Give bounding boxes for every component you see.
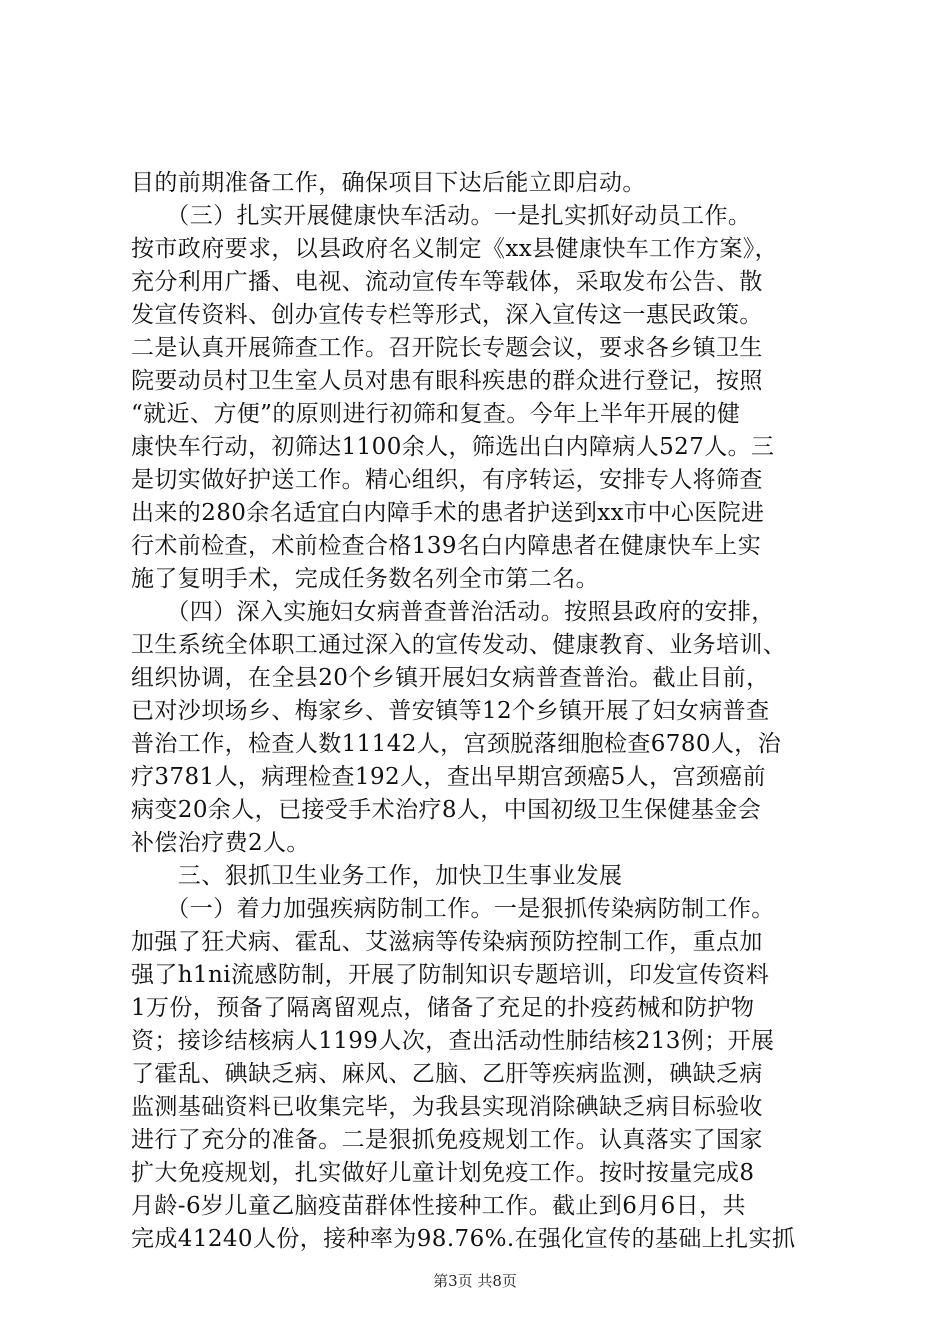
text-line: 目的前期准备工作，确保项目下达后能立即启动。 xyxy=(131,170,646,196)
text-line: 卫生系统全体职工通过深入的宣传发动、健康教育、业务培训、 xyxy=(131,632,787,658)
section-heading: 三、狠抓卫生业务工作，加快卫生事业发展 xyxy=(131,863,623,889)
page-number: 第3页 共8页 xyxy=(433,1272,517,1290)
text-line: 二是认真开展筛查工作。召开院长专题会议，要求各乡镇卫生 xyxy=(131,335,763,361)
text-line: 已对沙坝场乡、梅家乡、普安镇等12个乡镇开展了妇女病普查 xyxy=(131,698,770,724)
text-line: 疗3781人，病理检查192人，查出早期宫颈癌5人，宫颈癌前 xyxy=(131,764,767,790)
text-line: 普治工作，检查人数11142人，宫颈脱落细胞检查6780人，治 xyxy=(131,731,782,757)
text-line: 康快车行动，初筛达1100余人，筛选出白内障病人527人。三 xyxy=(131,434,775,460)
text-line: 病变20余人，已接受手术治疗8人，中国初级卫生保健基金会 xyxy=(131,797,762,823)
text-line: 是切实做好护送工作。精心组织，有序转运，安排专人将筛查 xyxy=(131,467,763,493)
text-line: 扩大免疫规划，扎实做好儿童计划免疫工作。按时按量完成8 xyxy=(131,1160,755,1186)
text-line: “就近、方便”的原则进行初筛和复查。今年上半年开展的健 xyxy=(131,401,741,427)
text-line: 按市政府要求，以县政府名义制定《xx县健康快车工作方案》， xyxy=(131,236,779,262)
text-line: 发宣传资料、创办宣传专栏等形式，深入宣传这一惠民政策。 xyxy=(131,302,763,328)
document-body xyxy=(131,167,831,1256)
text-line: 监测基础资料已收集完毕，为我县实现消除碘缺乏病目标验收 xyxy=(131,1094,763,1120)
text-line: 补偿治疗费2人。 xyxy=(131,830,310,856)
text-line: 月龄-6岁儿童乙脑疫苗群体性接种工作。截止到6月6日，共 xyxy=(131,1193,746,1219)
text-line: 1万份，预备了隔离留观点，储备了充足的扑疫药械和防护物 xyxy=(131,995,755,1021)
text-line: 充分利用广播、电视、流动宣传车等载体，采取发布公告、散 xyxy=(131,269,763,295)
text-line: 行术前检查，术前检查合格139名白内障患者在健康快车上实 xyxy=(131,533,762,559)
text-line: 加强了狂犬病、霍乱、艾滋病等传染病预防控制工作，重点加 xyxy=(131,929,763,955)
text-line: 施了复明手术，完成任务数名列全市第二名。 xyxy=(131,566,599,592)
text-line: （四）深入实施妇女病普查普治活动。按照县政府的安排， xyxy=(131,599,775,625)
text-line: 出来的280余名适宜白内障手术的患者护送到xx市中心医院进 xyxy=(131,500,765,526)
page-footer xyxy=(0,1271,950,1291)
text-line: 强了h1ni流感防制，开展了防制知识专题培训，印发宣传资料 xyxy=(131,962,770,988)
text-line: （三）扎实开展健康快车活动。一是扎实抓好动员工作。 xyxy=(131,203,752,229)
text-line: 院要动员村卫生室人员对患有眼科疾患的群众进行登记，按照 xyxy=(131,368,763,394)
text-line: 完成41240人份，接种率为98.76%.在强化宣传的基础上扎实抓 xyxy=(131,1226,796,1252)
text-line: （一）着力加强疾病防制工作。一是狠抓传染病防制工作。 xyxy=(131,896,775,922)
text-line: 进行了充分的准备。二是狠抓免疫规划工作。认真落实了国家 xyxy=(131,1127,763,1153)
text-line: 了霍乱、碘缺乏病、麻风、乙脑、乙肝等疾病监测，碘缺乏病 xyxy=(131,1061,763,1087)
text-line: 资；接诊结核病人1199人次，查出活动性肺结核213例；开展 xyxy=(131,1028,775,1054)
text-line: 组织协调，在全县20个乡镇开展妇女病普查普治。截止目前， xyxy=(131,665,770,691)
